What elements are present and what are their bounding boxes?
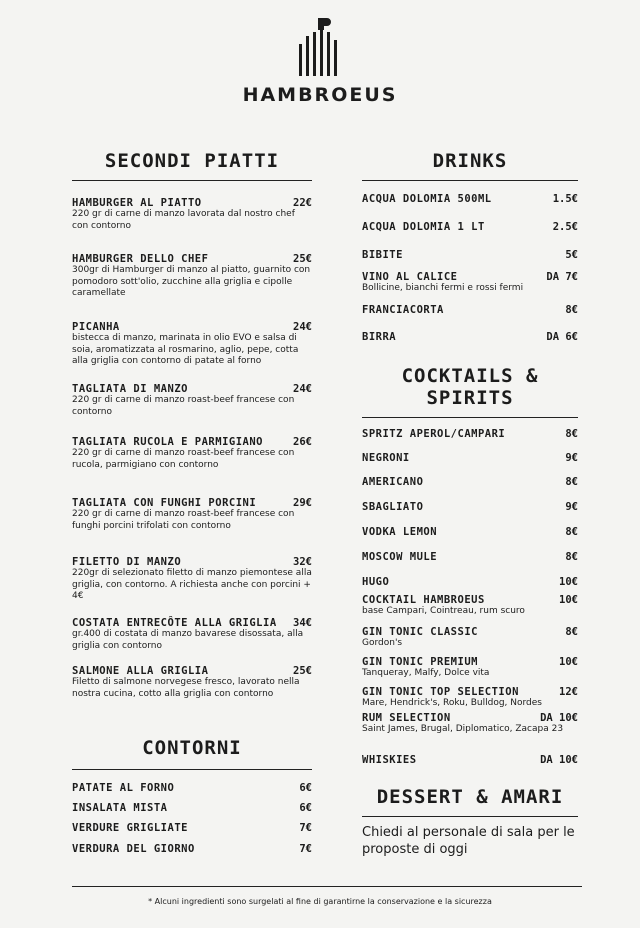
menu-item: BIBITE 5€: [362, 249, 578, 261]
menu-item: SBAGLIATO 9€: [362, 501, 578, 513]
secondi-title: SECONDI PIATTI: [104, 150, 280, 172]
menu-item: TAGLIATA CON FUNGHI PORCINI 29€ 220 gr di carne di manzo roast-beef francese con funghi porcini trifolati con contorno: [72, 497, 312, 531]
cocktails-list: [362, 428, 578, 772]
menu-item: VINO AL CALICE DA 7€ Bollicine, bianchi fermi e rossi fermi: [362, 271, 578, 293]
dessert-note: Chiedi al personale di sala per le proposte di oggi: [362, 825, 575, 857]
menu-item: PICANHA 24€ bistecca di manzo, marinata in olio EVO e salsa di soia, aromatizzata al rosmarino, aglio, pepe, cotta alla griglia con contorno di patate al forno: [72, 321, 312, 366]
menu-item: VERDURA DEL GIORNO 7€: [72, 843, 312, 855]
footer-rule: [72, 886, 582, 887]
menu-item: HAMBURGER AL PIATTO 22€ 220 gr di carne di manzo lavorata dal nostro chef con contorno: [72, 197, 312, 231]
drinks-title: DRINKS: [432, 150, 508, 172]
menu-item: AMERICANO 8€: [362, 476, 578, 488]
drinks-list: [362, 193, 578, 349]
right-column: [362, 150, 578, 858]
menu-item: MOSCOW MULE 8€: [362, 551, 578, 563]
menu-item: VERDURE GRIGLIATE 7€: [72, 822, 312, 834]
menu-item: GIN TONIC CLASSIC 8€ Gordon's: [362, 626, 578, 648]
menu-item: HAMBURGER DELLO CHEF 25€ 300gr di Hamburger di manzo al piatto, guarnito con pomodoro sott'olio, zucchine alla griglia e cipolle caramellate: [72, 253, 312, 298]
menu-item: FILETTO DI MANZO 32€ 220gr di selezionato filetto di manzo piemontese alla griglia, con contorno. A richiesta anche con porcini + 4€: [72, 556, 312, 601]
menu-item: NEGRONI 9€: [362, 452, 578, 464]
menu-item: TAGLIATA DI MANZO 24€ 220 gr di carne di manzo roast-beef francese con contorno: [72, 383, 312, 417]
menu-item: GIN TONIC PREMIUM 10€ Tanqueray, Malfy, Dolce vita: [362, 656, 578, 678]
cocktails-title: COCKTAILS & SPIRITS: [401, 365, 539, 409]
menu-item: ACQUA DOLOMIA 1 LT 2.5€: [362, 221, 578, 233]
brand-name: HAMBROEUS: [242, 84, 398, 106]
menu-item: COSTATA ENTRECÔTE ALLA GRIGLIA 34€ gr.400 di costata di manzo bavarese disossata, alla griglia con contorno: [72, 617, 312, 651]
footer-note: * Alcuni ingredienti sono surgelati al fine di garantirne la conservazione e la sicurezza: [148, 897, 492, 906]
secondi-list: [72, 197, 312, 725]
menu-item: COCKTAIL HAMBROEUS 10€ base Campari, Cointreau, rum scuro: [362, 594, 578, 616]
menu-item: FRANCIACORTA 8€: [362, 304, 578, 316]
menu-item: RUM SELECTION DA 10€ Saint James, Brugal, Diplomatico, Zacapa 23: [362, 712, 578, 734]
drinks-rule: [362, 180, 578, 181]
menu-item: BIRRA DA 6€: [362, 331, 578, 343]
dessert-title: DESSERT & AMARI: [376, 786, 564, 808]
contorni-list: [72, 782, 312, 863]
menu-item: INSALATA MISTA 6€: [72, 802, 312, 814]
fork-logo-icon: [297, 18, 343, 76]
dessert-rule: [362, 816, 578, 817]
menu-item: SPRITZ APEROL/CAMPARI 8€: [362, 428, 578, 440]
cocktails-rule: [362, 417, 578, 418]
logo-block: [0, 18, 640, 106]
menu-item: VODKA LEMON 8€: [362, 526, 578, 538]
menu-item: TAGLIATA RUCOLA E PARMIGIANO 26€ 220 gr di carne di manzo roast-beef francese con rucola, parmigiano con contorno: [72, 436, 312, 470]
contorni-title: CONTORNI: [142, 737, 242, 759]
menu-item: GIN TONIC TOP SELECTION 12€ Mare, Hendrick's, Roku, Bulldog, Nordes: [362, 686, 578, 708]
menu-item: ACQUA DOLOMIA 500ML 1.5€: [362, 193, 578, 205]
menu-item: PATATE AL FORNO 6€: [72, 782, 312, 794]
contorni-rule: [72, 769, 312, 770]
secondi-rule: [72, 180, 312, 181]
menu-item: HUGO 10€: [362, 576, 578, 588]
menu-item: WHISKIES DA 10€: [362, 754, 578, 766]
menu-item: SALMONE ALLA GRIGLIA 25€ Filetto di salmone norvegese fresco, lavorato nella nostra cucina, cotto alla griglia con contorno: [72, 665, 312, 699]
left-column: [72, 150, 312, 863]
